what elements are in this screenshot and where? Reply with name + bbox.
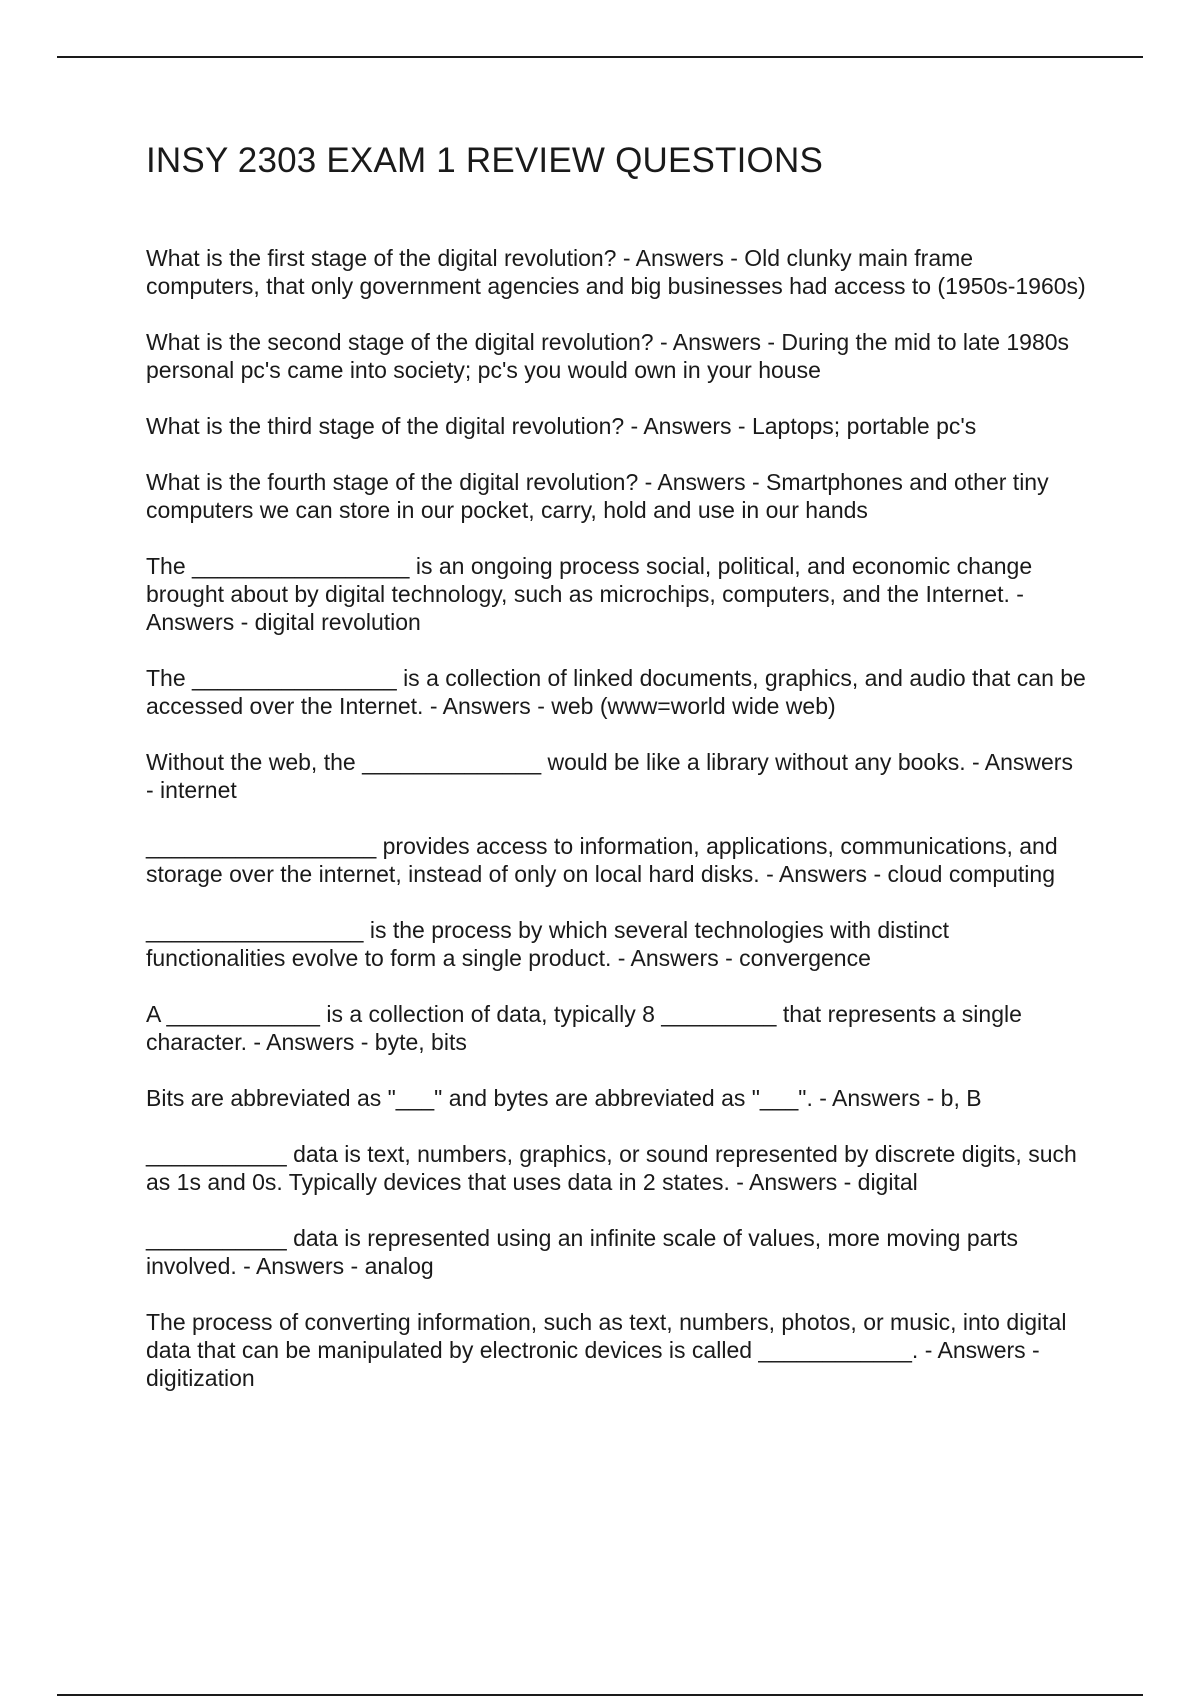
question-answer-6: The ________________ is a collection of linked documents, graphics, and audio that can be accessed over the Internet. - Answers - web (www=world wide web) (146, 665, 1093, 719)
document-body (146, 140, 1093, 1420)
question-answer-5: The _________________ is an ongoing process social, political, and economic change brought about by digital technology, such as microchips, computers, and the Internet. - Answers - digital revolution (146, 553, 1039, 635)
question-answer-12: ___________ data is text, numbers, graphics, or sound represented by discrete digits, such as 1s and 0s. Typically devices that uses data in 2 states. - Answers - digital (146, 1141, 1084, 1195)
question-answer-8: __________________ provides access to information, applications, communications, and storage over the internet, instead of only on local hard disks. - Answers - cloud computing (146, 833, 1065, 887)
question-answer-3: What is the third stage of the digital revolution? - Answers - Laptops; portable pc's (146, 413, 977, 439)
question-answer-9: _________________ is the process by which several technologies with distinct functionalities evolve to form a single product. - Answers - convergence (146, 917, 956, 971)
bottom-divider (57, 1694, 1143, 1696)
question-answer-10: A ____________ is a collection of data, typically 8 _________ that represents a single character. - Answers - byte, bits (146, 1001, 1029, 1055)
question-answer-1: What is the first stage of the digital revolution? - Answers - Old clunky main frame computers, that only government agencies and big businesses had access to (1950s-1960s) (146, 245, 1086, 299)
question-answer-11: Bits are abbreviated as "___" and bytes are abbreviated as "___". - Answers - b, B (146, 1085, 982, 1111)
question-answer-13: ___________ data is represented using an infinite scale of values, more moving parts involved. - Answers - analog (146, 1225, 1025, 1279)
question-answer-14: The process of converting information, such as text, numbers, photos, or music, into digital data that can be manipulated by electronic devices is called ____________. - Answers - digitization (146, 1309, 1073, 1391)
top-divider (57, 56, 1143, 58)
question-answer-4: What is the fourth stage of the digital revolution? - Answers - Smartphones and other tiny computers we can store in our pocket, carry, hold and use in our hands (146, 469, 1055, 523)
question-answer-7: Without the web, the ______________ would be like a library without any books. - Answers - internet (146, 749, 1080, 803)
page-title: INSY 2303 EXAM 1 REVIEW QUESTIONS (146, 141, 824, 180)
question-answer-2: What is the second stage of the digital revolution? - Answers - During the mid to late 1980s personal pc's came into society; pc's you would own in your house (146, 329, 1076, 383)
